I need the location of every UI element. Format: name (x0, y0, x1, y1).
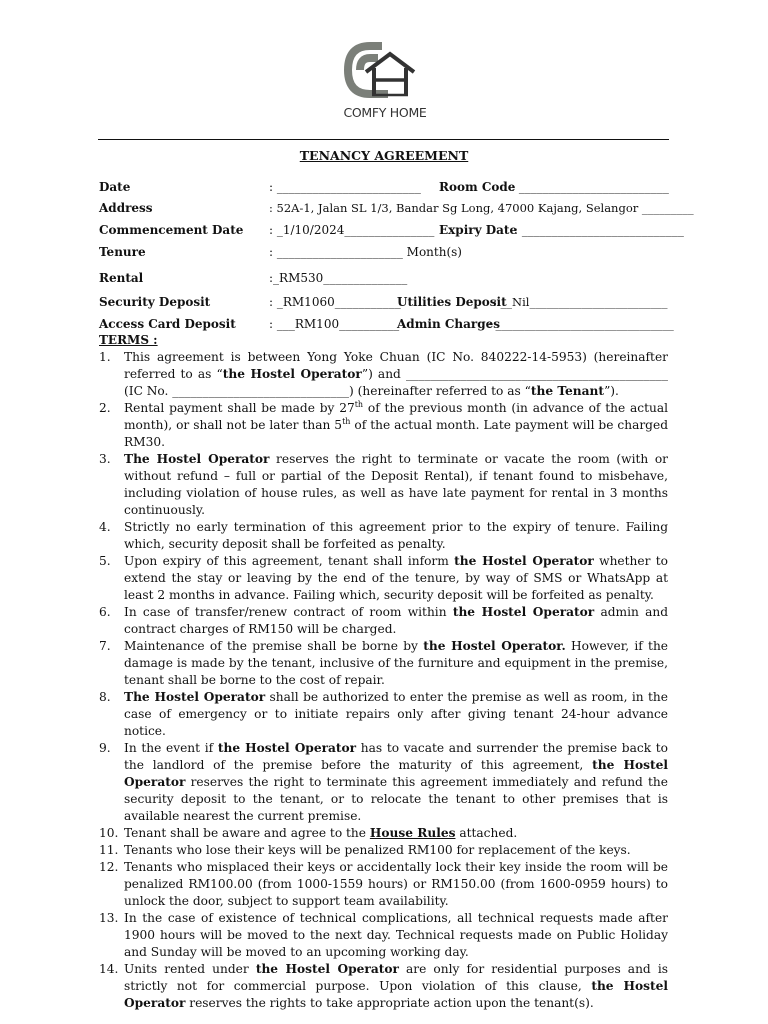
address-value: : 52A-1, Jalan SL 1/3, Bandar Sg Long, 47000 Kajang, Selangor _________ (269, 201, 694, 215)
rental-label: Rental (99, 271, 144, 285)
terms-heading: TERMS : (99, 333, 158, 347)
date-value: : ________________________ (269, 180, 421, 194)
access-card-deposit-value: : ___RM100__________ (269, 317, 400, 331)
term-item: 2. Rental payment shall be made by 27th of the previous month (in advance of the actual month), or shall not be later than 5th of the actual month. Late payment will be charged RM30. (99, 399, 669, 449)
term-item: 1. This agreement is between Yong Yoke Chuan (IC No. 840222-14-5953) (hereinafter referred to as “the Hostel Operator”) and ___________________________________________ (IC No. _____________________________) (hereinafter referred to as “the Tenant”). (99, 350, 668, 398)
logo-text: COMFY HOME (343, 105, 427, 120)
term-item: 11. Tenants who lose their keys will be penalized RM100 for replacement of the keys. (99, 843, 631, 857)
security-deposit-value: : _RM1060___________ (269, 295, 401, 309)
term-item: 12. Tenants who misplaced their keys or accidentally lock their key inside the room will be penalized RM100.00 (from 1000-1559 hours) or RM150.00 (from 1600-0959 hours) to unlock the door, subject to support team availability. (99, 860, 668, 908)
term-item: 7. Maintenance of the premise shall be borne by the Hostel Operator. However, if the damage is made by the tenant, inclusive of the furniture and equipment in the premise, tenant shall be borne to the cost of repair. (99, 639, 669, 687)
terms-list (99, 349, 668, 1012)
term-item: 6. In case of transfer/renew contract of room within the Hostel Operator admin and contract charges of RM150 will be charged. (99, 605, 668, 636)
term-item: 9. In the event if the Hostel Operator has to vacate and surrender the premise back to the landlord of the premise before the maturity of this agreement, the Hostel Operator reserves the right to terminate this agreement immediately and refund the security deposit to the tenant, or to relocate the tenant to other premises that is available nearest the current premise. (99, 741, 669, 823)
security-deposit-label: Security Deposit (99, 295, 211, 309)
utilities-deposit-label: Utilities Deposit (397, 295, 507, 309)
tenure-label: Tenure (99, 245, 146, 259)
term-item: 14. Units rented under the Hostel Operator are only for residential purposes and is strictly not for commercial purpose. Upon violation of this clause, the Hostel Operator reserves the rights to take appropriate action upon the tenant(s). (99, 962, 668, 1010)
term-item: 3. The Hostel Operator reserves the right to terminate or vacate the room (with or without refund – full or partial of the Deposit Rental), if tenant found to misbehave, including violation of house rules, as well as have late payment for rental in 3 months continuously. (99, 452, 668, 517)
term-item: 13. In the case of existence of technical complications, all technical requests made after 1900 hours will be moved to the next day. Technical requests made on Public Holiday and Sunday will be moved to an upcoming working day. (99, 911, 668, 959)
company-logo (330, 40, 440, 125)
term-item: 10. Tenant shall be aware and agree to the House Rules attached. (99, 826, 518, 840)
utilities-deposit-value: : __Nil________________________ (493, 295, 668, 309)
house-logo-icon (344, 40, 426, 104)
document-title: TENANCY AGREEMENT (299, 148, 469, 163)
tenure-value: : _____________________ Month(s) (269, 245, 462, 259)
commencement-date-label: Commencement Date (99, 223, 244, 237)
house-rules-link: House Rules (369, 826, 456, 840)
admin-charges-label: Admin Charges (397, 317, 501, 331)
term-item: 5. Upon expiry of this agreement, tenant shall inform the Hostel Operator whether to extend the stay or leaving by the end of the tenure, by way of SMS or WhatsApp at least 2 months in advance. Failing which, security deposit will be forfeited as penalty. (99, 554, 669, 602)
expiry-date-value: : ___________________________ (514, 223, 684, 237)
header-divider (98, 139, 669, 140)
date-label: Date (99, 180, 131, 194)
room-code-value: : _________________________ (511, 180, 669, 194)
access-card-deposit-label: Access Card Deposit (99, 317, 236, 331)
rental-value: :_RM530______________ (269, 271, 408, 285)
commencement-date-value: : _1/10/2024_______________ (269, 223, 435, 237)
admin-charges-value: : _______________________________ (488, 317, 674, 331)
term-item: 8. The Hostel Operator shall be authorized to enter the premise as well as room, in the case of emergency or to initiate repairs only after giving tenant 24-hour advance notice. (99, 690, 668, 738)
term-item: 4. Strictly no early termination of this agreement prior to the expiry of tenure. Failing which, security deposit shall be forfeited as penalty. (99, 520, 668, 551)
address-label: Address (99, 201, 153, 215)
expiry-date-label: Expiry Date (439, 223, 518, 237)
room-code-label: Room Code (439, 180, 516, 194)
